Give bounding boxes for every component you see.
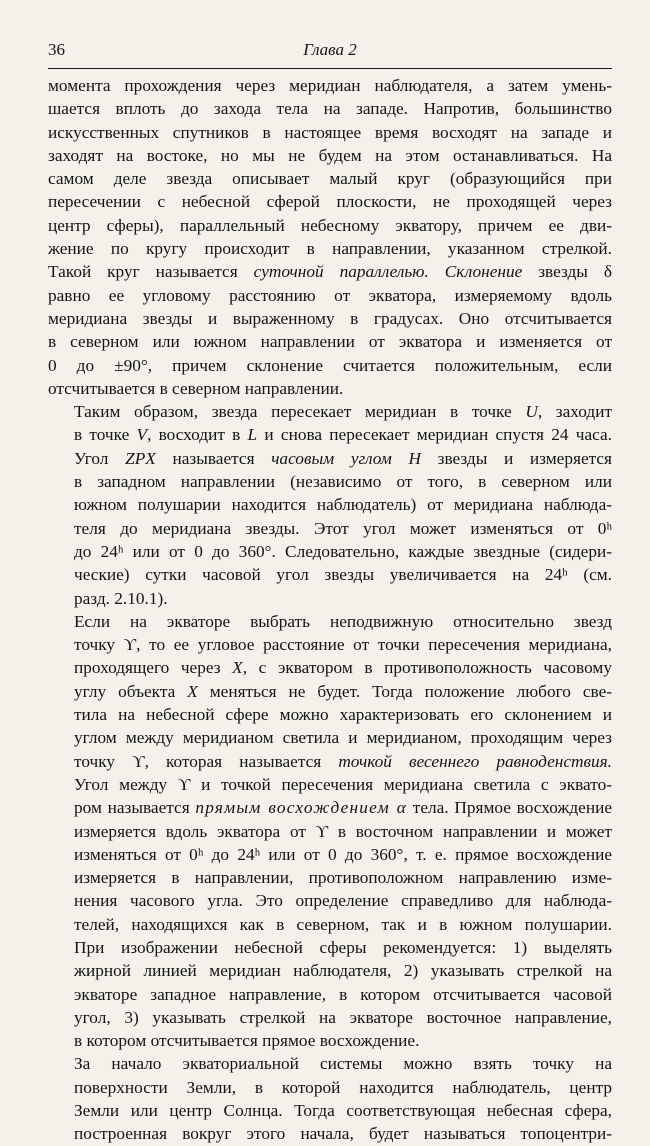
text-run: меняться не будет. Тогда положение любого све-: [197, 681, 612, 701]
text-run: теля до меридиана звезды. Этот угол может изменяться от 0ʰ: [74, 518, 612, 538]
text-line: [48, 866, 612, 889]
emphasized-term: X: [232, 658, 243, 678]
text-line: [48, 633, 612, 656]
text-run: заходят на востоке, но мы не будем на этом останавливаться. На: [48, 145, 612, 165]
emphasized-term: X: [187, 681, 198, 701]
text-run: измеряется вдоль экватора от ϒ в восточном направлении и может: [74, 821, 612, 841]
text-run: в западном направлении (независимо от того, в северном или: [74, 472, 612, 492]
text-run: называется: [155, 448, 272, 468]
text-line: [48, 167, 612, 190]
text-line: [48, 400, 612, 423]
text-run: точку ϒ, то ее угловое расстояние от точки пересечения меридиана,: [74, 635, 612, 655]
text-run: тила на небесной сфере можно характеризовать его склонением и: [74, 705, 612, 725]
header-rule: [48, 68, 612, 69]
text-run: пересечении с небесной сферой плоскости, не проходящей через: [48, 192, 612, 212]
text-run: Угол между ϒ и точкой пересечения меридиана светила с эквато-: [74, 774, 612, 794]
text-run: равно ее угловому расстоянию от экватора, измеряемому вдоль: [48, 285, 612, 305]
text-run: проходящего через: [74, 658, 233, 678]
text-run: Если на экваторе выбрать неподвижную относительно звезд: [74, 611, 612, 631]
text-line: [48, 1122, 612, 1145]
body-text: [48, 74, 612, 1146]
text-run: угол, 3) указывать стрелкой на экваторе восточное направление,: [74, 1007, 612, 1027]
text-line: [48, 447, 612, 470]
text-run: нения часового угла. Это определение справедливо для наблюда-: [74, 891, 612, 911]
text-line: [48, 377, 612, 400]
emphasized-term: L: [247, 425, 258, 445]
text-line: [48, 284, 612, 307]
text-line: [48, 889, 612, 912]
text-run: изменяться от 0ʰ до 24ʰ или от 0 до 360°, т. е. прямое восхождение: [74, 844, 612, 864]
text-line: [48, 423, 612, 446]
text-run: углу объекта: [74, 681, 188, 701]
text-run: южном полушарии находится наблюдатель) от меридиана наблюда-: [74, 495, 612, 515]
text-line: [48, 1029, 612, 1052]
emphasized-term: точкой весеннего равноденствия.: [338, 751, 612, 771]
paragraph-4: [48, 1052, 612, 1145]
emphasized-term: часовым углом H: [271, 448, 421, 468]
text-line: [48, 190, 612, 213]
text-run: искусственных спутников в настоящее время восходят на западе и: [48, 122, 612, 142]
text-run: ческие) сутки часовой угол звезды увеличивается на 24ʰ (см.: [74, 565, 612, 585]
text-run: момента прохождения через меридиан наблюдателя, а затем умень-: [48, 76, 612, 95]
text-run: шается вплоть до захода тела на западе. Напротив, большинство: [48, 99, 612, 119]
text-line: [48, 1076, 612, 1099]
text-run: точку ϒ, которая называется: [74, 751, 339, 771]
text-line: [48, 563, 612, 586]
text-line: [48, 703, 612, 726]
text-line: [48, 470, 612, 493]
text-run: в точке: [74, 425, 137, 445]
text-run: в северном или южном направлении от экватора и изменяется от: [48, 332, 612, 352]
text-run: поверхности Земли, в которой находится наблюдатель, центр: [74, 1077, 612, 1097]
text-line: [48, 587, 612, 610]
text-run: При изображении небесной сферы рекомендуется: 1) выделять: [74, 937, 612, 957]
text-run: и снова пересекает меридиан спустя 24 часа.: [257, 425, 612, 445]
emphasized-term: V: [136, 425, 148, 445]
text-run: жирной линией меридиан наблюдателя, 2) указывать стрелкой на: [74, 961, 612, 981]
text-line: [48, 330, 612, 353]
text-run: звезды и измеряется: [420, 448, 612, 468]
text-run: экваторе западное направление, в котором отсчитывается часовой: [74, 984, 612, 1004]
text-run: За начало экваториальной системы можно взять точку на: [74, 1054, 612, 1074]
text-line: [48, 121, 612, 144]
page-number: 36: [48, 40, 65, 59]
text-run: углом между меридианом светила и меридианом, проходящим через: [74, 728, 612, 748]
text-line: [48, 540, 612, 563]
paragraph-1: [48, 74, 612, 400]
text-run: отсчитывается в северном направлении.: [48, 378, 344, 398]
text-run: Угол: [74, 448, 126, 468]
text-line: [48, 680, 612, 703]
text-run: самом деле звезда описывает малый круг (образующийся при: [48, 169, 612, 189]
text-line: [48, 983, 612, 1006]
text-run: жение по кругу происходит в направлении, указанном стрелкой.: [48, 239, 612, 259]
text-run: в котором отсчитывается прямое восхождение.: [74, 1031, 420, 1051]
text-run: , с экватором в противоположность часовому: [242, 658, 612, 678]
text-line: [48, 726, 612, 749]
text-line: [48, 74, 612, 97]
text-run: Таким образом, звезда пересекает меридиан в точке: [74, 402, 526, 422]
text-line: [48, 610, 612, 633]
text-line: [48, 354, 612, 377]
text-line: [48, 1052, 612, 1075]
emphasized-term: Склонение: [444, 262, 523, 282]
chapter-running-head: Глава 2: [303, 40, 357, 59]
paragraph-2: [48, 400, 612, 610]
text-run: меридиана звезды и выраженному в градусах. Оно отсчитывается: [48, 308, 612, 328]
text-run: измеряется в направлении, противоположном направлению изме-: [74, 868, 612, 888]
text-run: Земли или центр Солнца. Тогда соответствующая небесная сфера,: [74, 1101, 612, 1121]
text-line: [48, 237, 612, 260]
text-run: построенная вокруг этого начала, будет называться топоцентри-: [74, 1124, 612, 1144]
emphasized-term: ZPX: [125, 448, 156, 468]
text-run: центр сферы), параллельный небесному экватору, причем ее дви-: [48, 215, 612, 235]
text-run: телей, находящихся как в северном, так и в южном полушарии.: [74, 914, 612, 934]
text-line: [48, 97, 612, 120]
emphasized-term: прямым восхождением α: [195, 798, 408, 818]
text-run: разд. 2.10.1).: [74, 588, 168, 608]
text-line: [48, 1006, 612, 1029]
text-line: [48, 913, 612, 936]
text-run: ром называется: [74, 798, 196, 818]
text-line: [48, 773, 612, 796]
text-run: , заходит: [537, 402, 613, 422]
page-header: [48, 38, 612, 62]
emphasized-term: суточной параллелью.: [253, 262, 429, 282]
text-line: [48, 307, 612, 330]
text-line: [48, 750, 612, 773]
text-line: [48, 517, 612, 540]
paragraph-3: [48, 610, 612, 1053]
text-line: [48, 820, 612, 843]
text-run: 0 до ±90°, причем склонение считается положительным, если: [48, 355, 612, 375]
text-line: [48, 656, 612, 679]
text-line: [48, 936, 612, 959]
text-run: звезды δ: [522, 262, 613, 282]
text-run: тела. Прямое восхождение: [407, 798, 612, 818]
text-run: [429, 262, 445, 281]
text-line: [48, 959, 612, 982]
text-run: , восходит в: [147, 425, 248, 445]
text-line: [48, 260, 612, 283]
text-run: до 24ʰ или от 0 до 360°. Следовательно, каждые звездные (сидери-: [74, 541, 612, 561]
text-line: [48, 1099, 612, 1122]
text-line: [48, 796, 612, 819]
text-run: Такой круг называется: [48, 262, 254, 282]
text-line: [48, 214, 612, 237]
emphasized-term: U: [525, 402, 538, 422]
text-line: [48, 144, 612, 167]
text-line: [48, 843, 612, 866]
text-line: [48, 493, 612, 516]
